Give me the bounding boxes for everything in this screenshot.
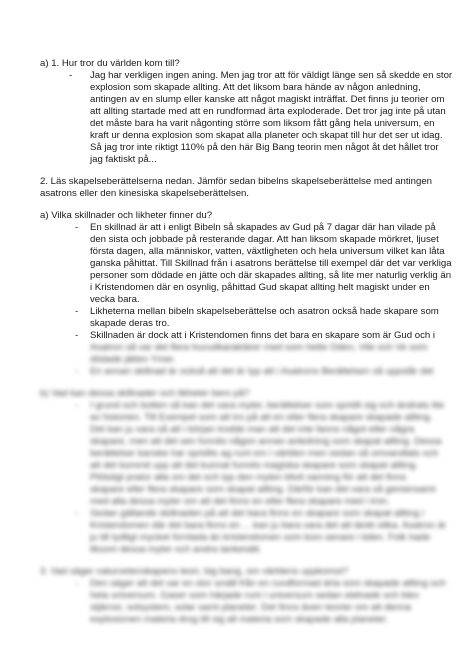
bullet-dash: -	[75, 222, 79, 233]
answer-line: det måste bara ha varit någonting större som liksom fått gång hela universum, en	[90, 118, 435, 129]
bullet-line: med alla dessa myter om att det finns en eller flera skapare med i tron.	[90, 496, 390, 507]
bullet-line: första dagen, alla människor, vatten, växtligheten och hela universum vilket kan låta	[90, 246, 445, 257]
answer-line: kraft ur denna explosion som skapat alla planeter och skapat till hur det ser ut idag.	[90, 130, 443, 141]
bullet-line: ganska påhittat. Till Skillnad från i asatrons berättelse till exempel där det var verkliga	[90, 258, 452, 269]
answer-line: jag faktiskt på...	[90, 154, 157, 165]
bullet-line: vecka bara.	[90, 294, 140, 305]
bullet-line: hela universum. Gaser som härjade runt i universum sedan stelnade och blev	[90, 590, 420, 601]
bullet-line: liksom dessa myter och andra tankesätt.	[90, 544, 262, 555]
bullet-line: berättelser kanske har spridits ag runt om i världen men sedan så omvandlats och	[90, 448, 439, 459]
bullet-dash: -	[75, 400, 79, 411]
bullet-line: dödade jätten Ymer.	[90, 354, 176, 365]
bullet-line: Asatron så var det flera huvudkaraktärer med som hette Oden, Vile och Ve som	[90, 342, 428, 353]
bullet-dash: -	[75, 578, 79, 589]
bullet-line: i Kristendomen där en osynlig, påhittad Gud skapat allting helt magiskt under en	[90, 282, 430, 293]
bullet-line: Det kan ju vara så att i början trodde man att det inte fanns något eller några	[90, 424, 415, 435]
answer-line: antingen av en slump eller kanske att något magiskt inträffat. Det finns ju teorier om	[90, 94, 445, 105]
question-1-heading: a) 1. Hur tror du världen kom till?	[40, 58, 180, 69]
bullet-line: Likheterna mellan bibeln skapelseberättelse och asatron också hade skapare som	[90, 306, 439, 317]
bullet-line: En annan skillnad är också att det är typ att i Asatrons Berättelsen så uppstår det	[90, 366, 434, 377]
question-3-heading: 3. Vad säger naturvetenskapens teori, big bang, om världens uppkomst?	[40, 566, 349, 577]
answer-line: att allting startade med att en rundformad ärta exploderade. Det tror jag inte på utan	[90, 106, 446, 117]
bullet-line: skapare eller flera skapare som skapat allting. Därför kan det vara så gemensamt	[90, 484, 436, 495]
bullet-line: skapade deras tro.	[90, 318, 170, 329]
bullet-line: En skillnad är att i enligt Bibeln så skapades av Gud på 7 dagar där han vilade på	[90, 222, 436, 233]
bullet-line: Plötsligt prator alla om det och typ den myten blivit sanning för att det finns	[90, 472, 407, 483]
bullet-dash: -	[75, 306, 79, 317]
bullet-line: Sedan gällande skillnaden på att det bara finns en skapare som skapat allting i	[90, 508, 424, 519]
bullet-dash: -	[75, 330, 79, 341]
bullet-line: skapare, men att det sen funnits någon annan anledning som skapat allting. Dessa	[90, 436, 442, 447]
bullet-line: Den säger att det var en stor smäll från en rundformad ärta som skapade allting och	[90, 578, 446, 589]
question-2b-heading: b) Vad kan dessa skillnader och likheter bero på?	[40, 388, 250, 399]
question-2a-heading: a) Vilka skillnader och likheter finner du?	[40, 210, 213, 221]
bullet-dash: -	[75, 366, 79, 377]
question-2-heading: 2. Läs skapelseberättelserna nedan. Jämför sedan bibelns skapelseberättelse med antingen	[40, 176, 432, 187]
bullet-line: Kristendomen där det bara finns en ... kan ju bara vara det att tänkt olika. Asatron är	[90, 520, 447, 531]
bullet-line: att det kommit upp att det kunnat funnits magiska skapare som skapat allting.	[90, 460, 418, 471]
bullet-dash: -	[69, 70, 73, 81]
answer-line: Så jag tror inte riktigt 110% på den här Big Bang teorin men något åt det hållet tror	[90, 142, 439, 153]
bullet-line: personer som dödade en jätte och där skapades allting, så lite mer naturlig verklig än	[90, 270, 452, 281]
answer-line: explosion som skapade allting. Att det liksom bara hände av någon anledning,	[90, 82, 421, 93]
question-2-heading: asatrons eller den kinesiska skapelseberättelsen.	[40, 188, 250, 199]
bullet-line: explosionen materia drog till sig all materia som skapade alla planeter.	[90, 614, 389, 625]
bullet-line: stjärnor, solsystem, solar samt planeter. Det finns även teorier om att denna	[90, 602, 412, 613]
bullet-line: av historien. Till Exempel som att tro på att en eller flera skapare skapade allting.	[90, 412, 433, 423]
bullet-line: I grund och botten så kan det vara myter, berättelser som spridit sig och ändrats lite	[90, 400, 445, 411]
bullet-line: ju till tydligt mycket fornlada än kristendomen som kom senare i tiden. Folk hade	[90, 532, 431, 543]
bullet-line: den sista och jobbade på resterande dagar. Att han liksom skapade mörkret, ljuset	[90, 234, 439, 245]
bullet-line: Skillnaden är dock att i Kristendomen finns det bara en skapare som är Gud och i	[90, 330, 436, 341]
answer-line: Jag har verkligen ingen aning. Men jag tror att för väldigt länge sen så skedde en stor	[90, 70, 453, 81]
bullet-dash: -	[75, 508, 79, 519]
